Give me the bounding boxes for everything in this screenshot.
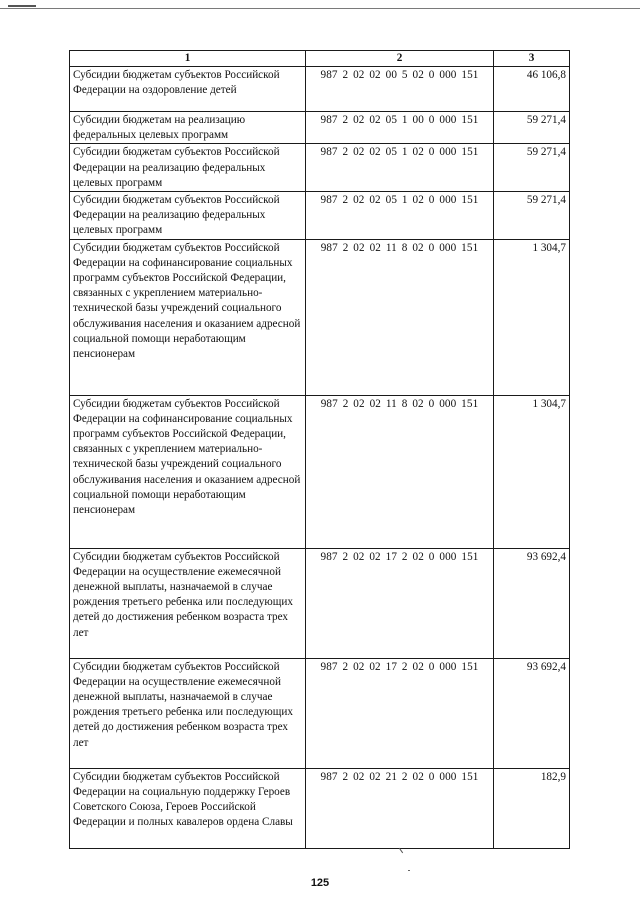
- scan-artifact: [408, 870, 410, 871]
- row-amount: 1 304,7: [494, 395, 570, 548]
- row-amount: 59 271,4: [494, 192, 570, 240]
- table-row: [70, 548, 570, 658]
- table-row: [70, 192, 570, 240]
- top-scan-mark: [8, 5, 36, 7]
- table-row: [70, 395, 570, 548]
- row-name: Субсидии бюджетам субъектов Российской Федерации на осуществление ежемесячной денежной выплаты, назначаемой в случае рождения третьего ребенка или последующих детей до достижения ребенком возраста трех лет: [70, 658, 306, 768]
- row-amount: 93 692,4: [494, 658, 570, 768]
- top-scan-rule: [0, 0, 640, 9]
- table-row: [70, 112, 570, 144]
- row-amount: 1 304,7: [494, 239, 570, 395]
- row-amount: 59 271,4: [494, 112, 570, 144]
- table-row: [70, 67, 570, 112]
- row-amount: 182,9: [494, 768, 570, 848]
- row-code: 987 2 02 02 21 2 02 0 000 151: [306, 768, 494, 848]
- header-column-2: 2: [306, 51, 494, 67]
- row-code: 987 2 02 02 00 5 02 0 000 151: [306, 67, 494, 112]
- row-name: Субсидии бюджетам субъектов Российской Федерации на оздоровление детей: [70, 67, 306, 112]
- row-amount: 93 692,4: [494, 548, 570, 658]
- row-code: 987 2 02 02 17 2 02 0 000 151: [306, 548, 494, 658]
- table-row: [70, 658, 570, 768]
- table-header-row: [70, 51, 570, 67]
- row-code: 987 2 02 02 05 1 00 0 000 151: [306, 112, 494, 144]
- header-column-1: 1: [70, 51, 306, 67]
- row-name: Субсидии бюджетам субъектов Российской Федерации на софинансирование социальных программ субъектов Российской Федерации, связанных с укреплением материально-технической базы учреждений социального обслуживания населения и оказанием адресной социальной помощи неработающим пенсионерам: [70, 395, 306, 548]
- row-name: Субсидии бюджетам субъектов Российской Федерации на реализацию федеральных целевых программ: [70, 192, 306, 240]
- row-amount: 46 106,8: [494, 67, 570, 112]
- table-row: [70, 239, 570, 395]
- row-name: Субсидии бюджетам субъектов Российской Федерации на социальную поддержку Героев Советского Союза, Героев Российской Федерации и полных кавалеров ордена Славы: [70, 768, 306, 848]
- row-code: 987 2 02 02 05 1 02 0 000 151: [306, 192, 494, 240]
- row-name: Субсидии бюджетам субъектов Российской Федерации на софинансирование социальных программ субъектов Российской Федерации, связанных с укреплением материально-технической базы учреждений социального обслуживания населения и оказанием адресной социальной помощи неработающим пенсионерам: [70, 239, 306, 395]
- row-code: 987 2 02 02 11 8 02 0 000 151: [306, 239, 494, 395]
- row-name: Субсидии бюджетам на реализацию федеральных целевых программ: [70, 112, 306, 144]
- budget-revenue-table: [69, 50, 570, 849]
- row-code: 987 2 02 02 17 2 02 0 000 151: [306, 658, 494, 768]
- row-name: Субсидии бюджетам субъектов Российской Федерации на реализацию федеральных целевых программ: [70, 144, 306, 192]
- page-number: 125: [310, 877, 330, 889]
- table-row: [70, 144, 570, 192]
- header-column-3: 3: [494, 51, 570, 67]
- row-name: Субсидии бюджетам субъектов Российской Федерации на осуществление ежемесячной денежной выплаты, назначаемой в случае рождения третьего ребенка или последующих детей до достижения ребенком возраста трех лет: [70, 548, 306, 658]
- row-amount: 59 271,4: [494, 144, 570, 192]
- row-code: 987 2 02 02 05 1 02 0 000 151: [306, 144, 494, 192]
- table-row: [70, 768, 570, 848]
- row-code: 987 2 02 02 11 8 02 0 000 151: [306, 395, 494, 548]
